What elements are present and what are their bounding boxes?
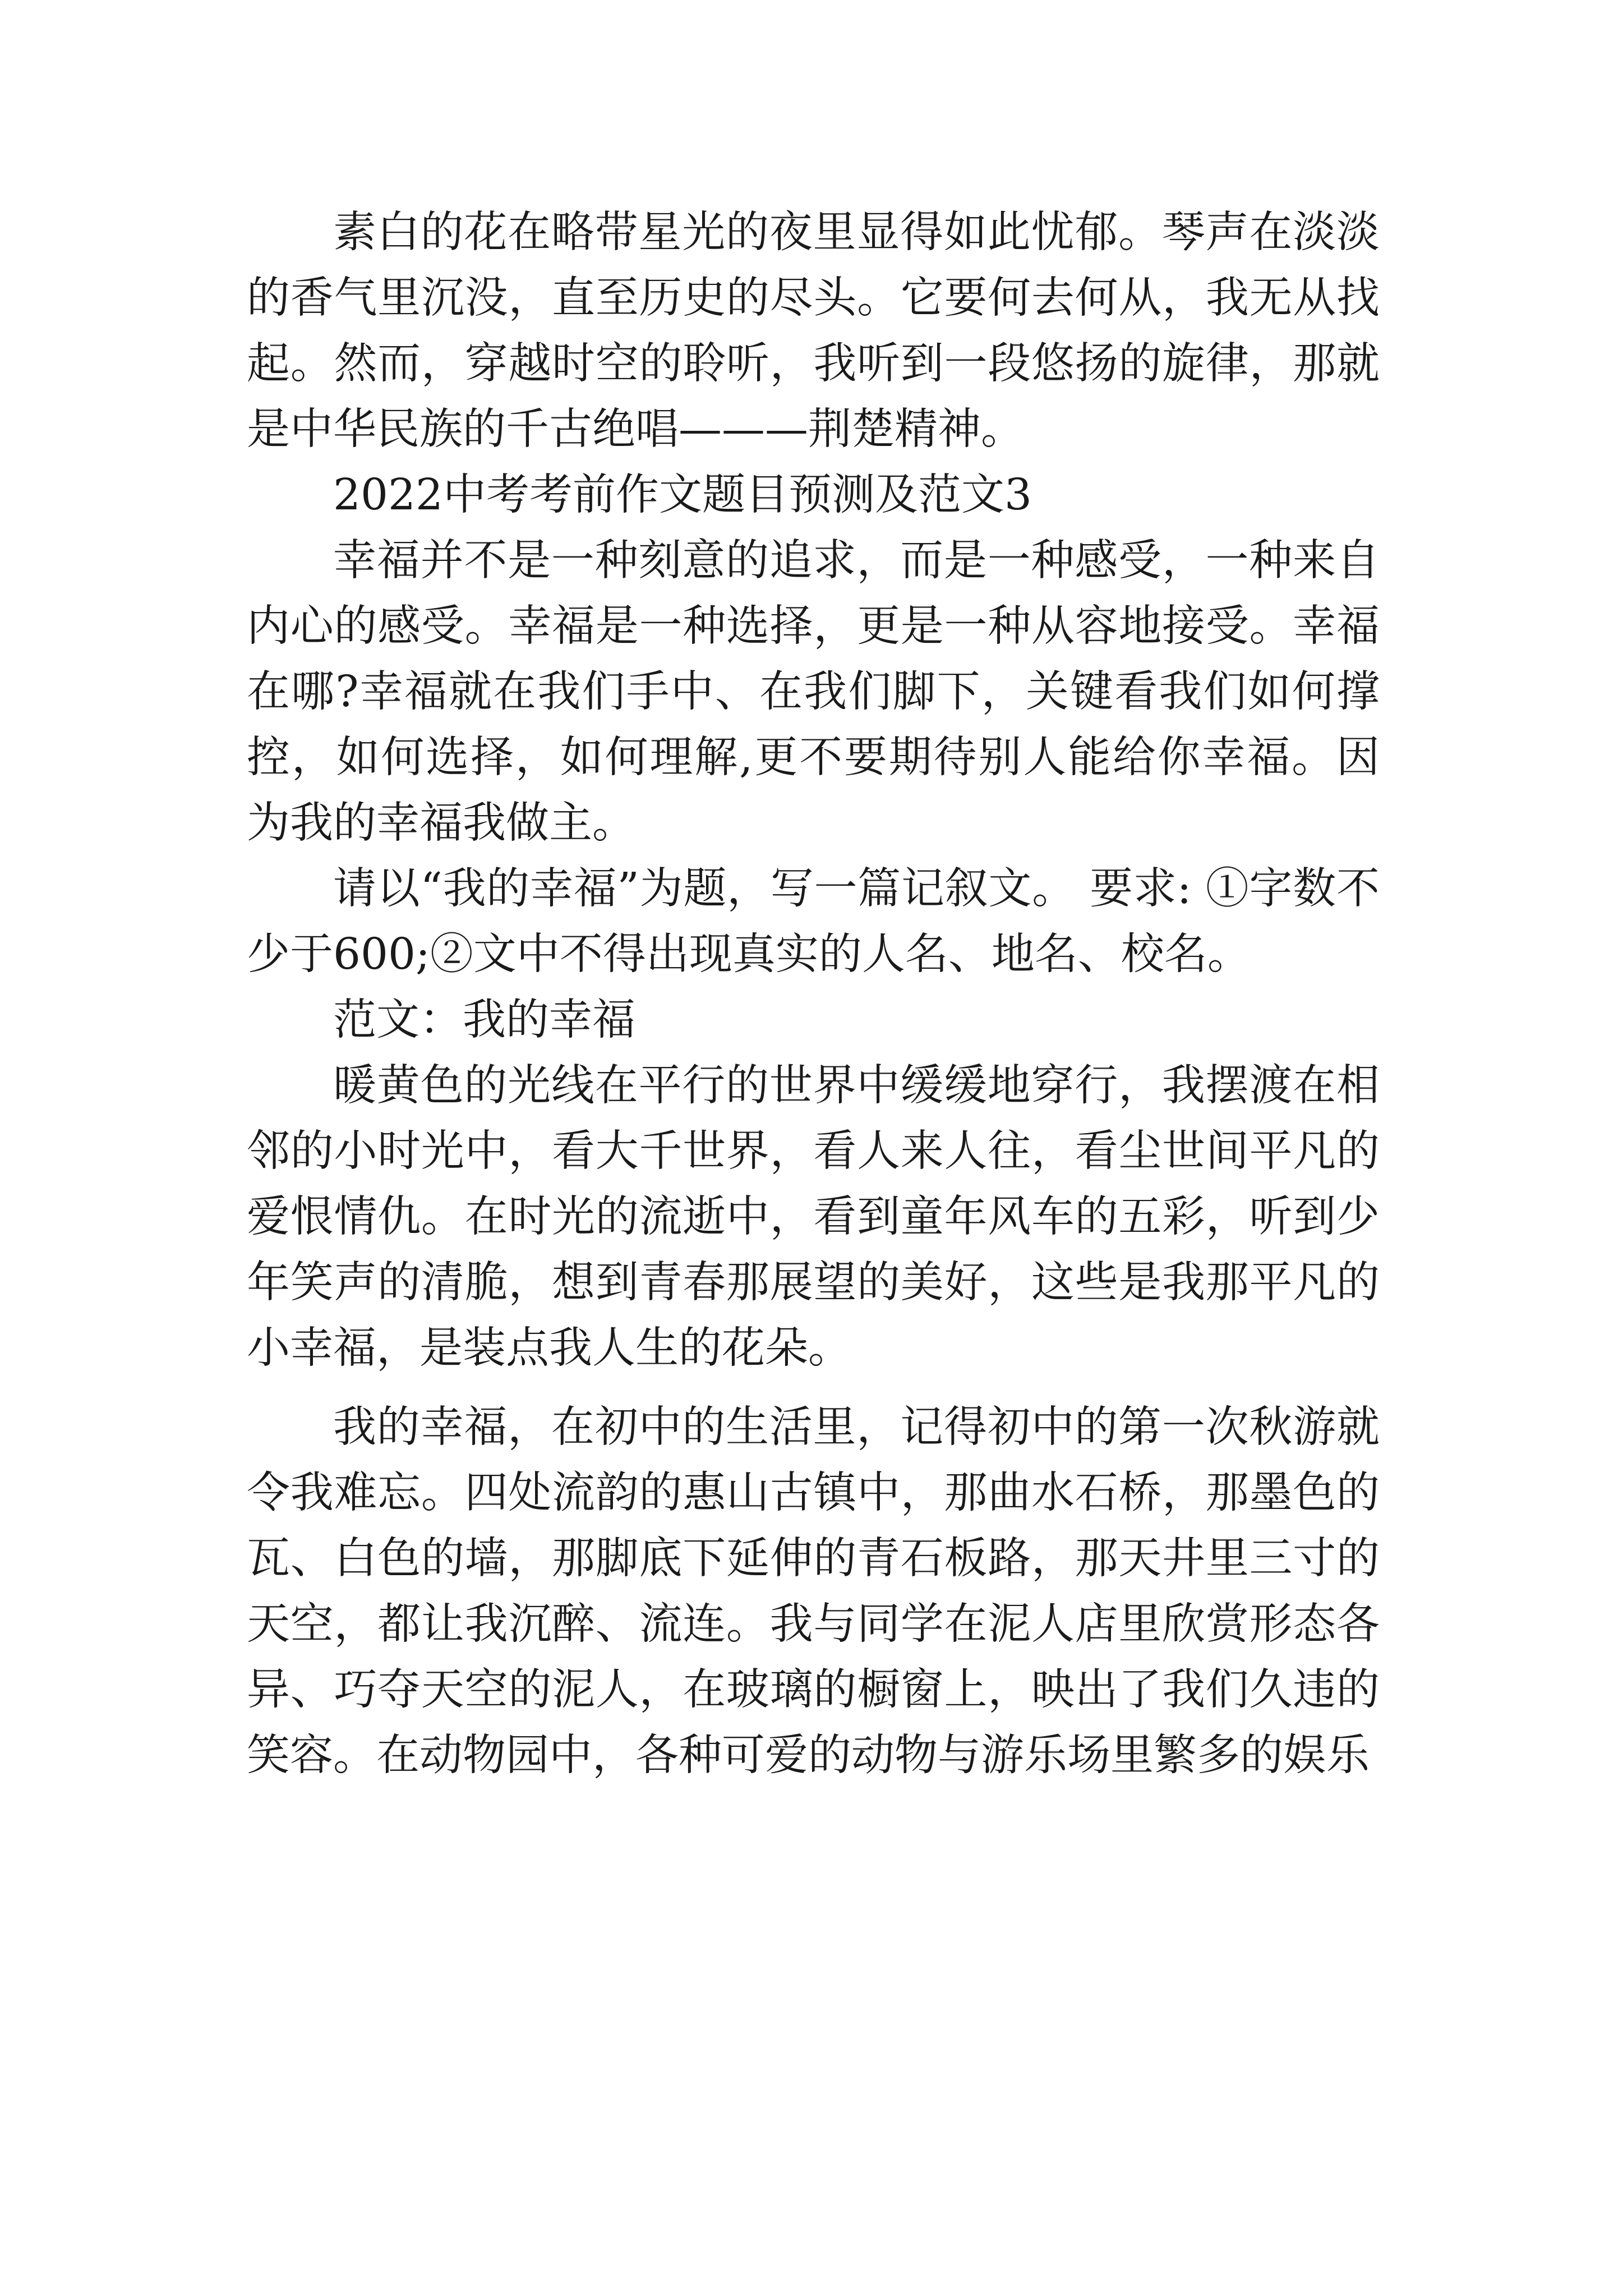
- paragraph-1: 素白的花在略带星光的夜里显得如此忧郁。琴声在淡淡的香气里沉没，直至历史的尽头。它要何去何从，我无从找起。然而，穿越时空的聆听，我听到一段悠扬的旋律，那就是中华民族的千古绝唱———荆楚精神。: [247, 208, 1380, 454]
- essay-title: 范文：我的幸福: [333, 995, 635, 1045]
- section-heading: 2022中考考前作文题目预测及范文3: [333, 470, 1032, 520]
- paragraph-5: 我的幸福，在初中的生活里，记得初中的第一次秋游就令我难忘。四处流韵的惠山古镇中，那曲水石桥，那墨色的瓦、白色的墙，那脚底下延伸的青石板路，那天井里三寸的天空，都让我沉醉、流连。我与同学在泥人店里欣赏形态各异、巧夺天空的泥人，在玻璃的橱窗上，映出了我们久违的笑容。在动物园中，各种可爱的动物与游乐场里繁多的娱乐: [247, 1402, 1380, 1780]
- paragraph-3: 请以“我的幸福”为题，写一篇记叙文。 要求: ①字数不少于600;②文中不得出现真实的人名、地名、校名。: [247, 864, 1380, 979]
- document-body: [247, 200, 1380, 1788]
- paragraph-4: 暖黄色的光线在平行的世界中缓缓地穿行，我摆渡在相邻的小时光中，看大千世界，看人来人往，看尘世间平凡的爱恨情仇。在时光的流逝中，看到童年风车的五彩，听到少年笑声的清脆，想到青春那展望的美好，这些是我那平凡的小幸福，是装点我人生的花朵。: [247, 1061, 1380, 1373]
- paragraph-2: 幸福并不是一种刻意的追求，而是一种感受，一种来自内心的感受。幸福是一种选择，更是一种从容地接受。幸福在哪?幸福就在我们手中、在我们脚下，关键看我们如何撑控，如何选择，如何理解,更不要期待别人能给你幸福。因为我的幸福我做主。: [247, 536, 1380, 848]
